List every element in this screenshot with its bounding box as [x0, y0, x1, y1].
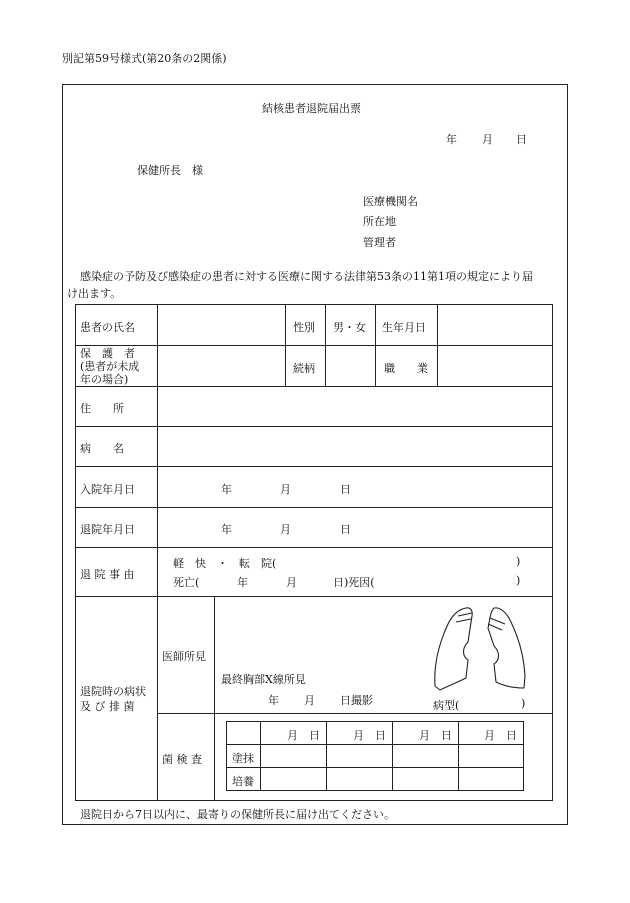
- exam-grid-line: [226, 721, 523, 722]
- address-label: 所在地: [363, 215, 396, 228]
- declaration-line-1: 感染症の予防及び感染症の患者に対する医療に関する法律第53条の11第1項の規定により届: [80, 270, 533, 283]
- exam-grid-line: [260, 721, 261, 791]
- lungs-diagram: [428, 600, 534, 696]
- row-divider: [75, 345, 552, 346]
- guardian-sub-1: (患者が未成: [80, 360, 140, 373]
- col-divider: [375, 304, 376, 386]
- col-divider: [285, 304, 286, 386]
- row-divider: [157, 713, 552, 714]
- disease-type-close: ): [521, 697, 526, 710]
- table-right-border: [552, 304, 553, 801]
- exam-date-2: 月 日: [353, 729, 386, 742]
- discharge-day: 日: [340, 523, 351, 536]
- death-cause-close-paren: ): [516, 574, 521, 587]
- disease-label: 病 名: [80, 442, 124, 455]
- exam-date-4: 月 日: [484, 729, 517, 742]
- date-day: 日: [516, 133, 527, 146]
- reason-close-paren: ): [516, 555, 521, 568]
- occupation-label: 職 業: [384, 362, 428, 375]
- row-divider: [75, 466, 552, 467]
- sex-label: 性別: [293, 321, 315, 334]
- sex-options: 男・女: [333, 321, 366, 334]
- row-divider: [75, 386, 552, 387]
- exam-grid-line: [326, 721, 327, 791]
- guardian-label: 保 護 者: [80, 347, 135, 360]
- admission-date-label: 入院年月日: [80, 483, 135, 496]
- reason-recovery-transfer: 軽 快 ・ 転 院(: [173, 557, 277, 570]
- address-row-label: 住 所: [80, 402, 124, 415]
- col-divider: [325, 304, 326, 386]
- exam-grid-line: [226, 790, 523, 791]
- bacteria-exam-label: 菌 検 査: [162, 753, 202, 766]
- doctor-findings-label: 医師所見: [162, 650, 206, 663]
- discharge-month: 月: [280, 523, 291, 536]
- label-column-divider: [157, 304, 158, 801]
- reason-death: 死亡(: [173, 576, 200, 589]
- exam-grid-line: [523, 721, 524, 791]
- exam-grid-line: [458, 721, 459, 791]
- discharge-date-label: 退院年月日: [80, 523, 135, 536]
- sub-label-divider: [214, 596, 215, 800]
- death-day-cause: 日)死因(: [333, 576, 375, 589]
- table-top-border: [75, 304, 552, 305]
- col-divider: [437, 304, 438, 386]
- condition-label-2: 及 び 排 菌: [80, 700, 135, 713]
- relation-label: 続柄: [293, 362, 315, 375]
- admission-month: 月: [280, 483, 291, 496]
- condition-label-1: 退院時の病状: [80, 685, 146, 698]
- declaration-line-2: け出ます。: [67, 287, 122, 300]
- disease-type-label: 病型(: [433, 699, 460, 712]
- birthdate-label: 生年月日: [382, 321, 426, 334]
- row-divider: [75, 547, 552, 548]
- xray-month: 月: [304, 694, 315, 707]
- row-divider: [75, 507, 552, 508]
- footer-note: 退院日から7日以内に、最寄りの保健所長に届け出てください。: [80, 808, 395, 821]
- discharge-year: 年: [221, 523, 232, 536]
- xray-date-suffix: 日撮影: [340, 694, 373, 707]
- exam-grid-line: [226, 744, 523, 745]
- form-title: 結核患者退院届出票: [262, 102, 361, 115]
- exam-date-3: 月 日: [419, 729, 452, 742]
- date-year: 年: [446, 133, 457, 146]
- culture-label: 培養: [232, 775, 254, 788]
- patient-name-label: 患者の氏名: [80, 321, 135, 334]
- form-reference: 別記第59号様式(第20条の2関係): [62, 52, 227, 65]
- xray-label: 最終胸部X線所見: [221, 673, 306, 686]
- exam-grid-line: [392, 721, 393, 791]
- institution-name-label: 医療機関名: [363, 195, 418, 208]
- exam-grid-line: [226, 721, 227, 791]
- exam-grid-line: [226, 767, 523, 768]
- smear-label: 塗抹: [232, 752, 254, 765]
- row-divider: [75, 426, 552, 427]
- death-year: 年: [237, 576, 248, 589]
- row-divider: [75, 596, 552, 597]
- admission-year: 年: [221, 483, 232, 496]
- xray-year: 年: [268, 694, 279, 707]
- date-month: 月: [482, 133, 493, 146]
- admission-day: 日: [340, 483, 351, 496]
- exam-date-1: 月 日: [287, 729, 320, 742]
- death-month: 月: [286, 576, 297, 589]
- guardian-sub-2: 年の場合): [80, 373, 129, 386]
- addressee: 保健所長 様: [137, 164, 203, 177]
- administrator-label: 管理者: [363, 236, 396, 249]
- table-bottom-border: [75, 800, 552, 801]
- table-left-border: [75, 304, 76, 801]
- reason-label: 退 院 事 由: [80, 568, 135, 581]
